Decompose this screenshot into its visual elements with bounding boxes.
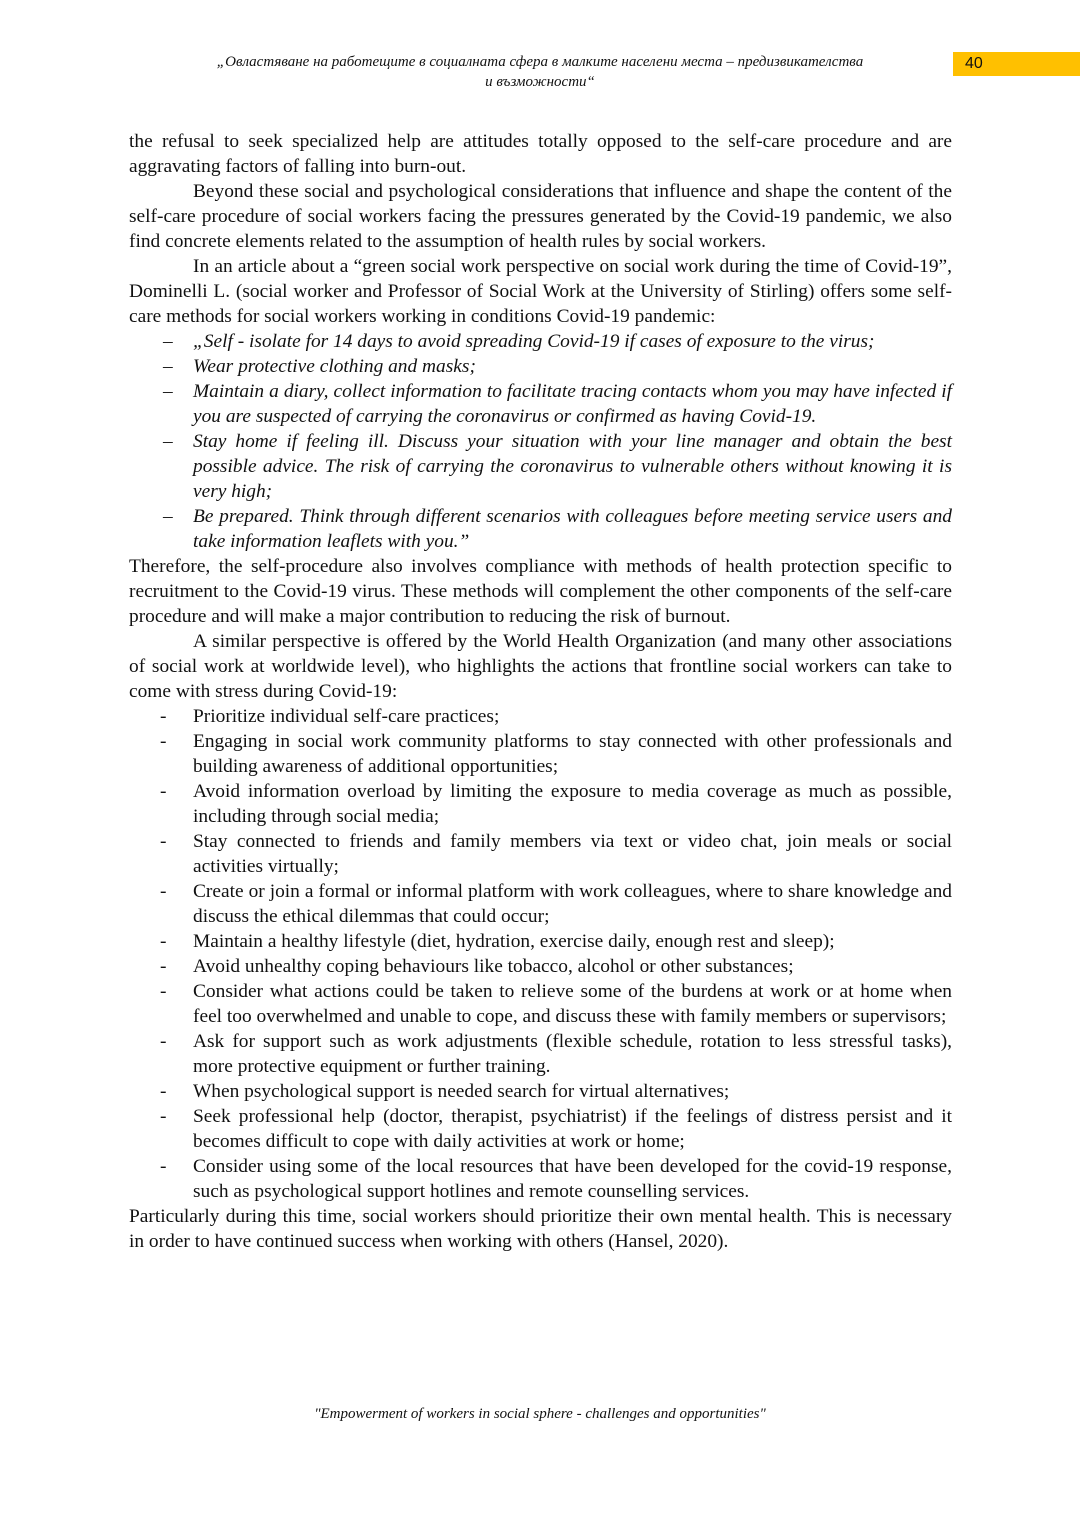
list-item-text: Prioritize individual self-care practices; (193, 706, 500, 727)
list-marker: - (160, 731, 167, 752)
paragraph-1: the refusal to seek specialized help are attitudes totally opposed to the self-care procedure and are aggravating factors of falling into burn-out. (129, 131, 952, 177)
list-item (129, 379, 952, 429)
list-item-text: Avoid information overload by limiting the exposure to media coverage as much as possible, including through social media; (193, 781, 952, 827)
main-text (129, 129, 952, 1254)
paragraph-2: Beyond these social and psychological considerations that influence and shape the content of the self-care procedure of social workers facing the pressures generated by the Covid-19 pandemic, we also find concrete elements related to the assumption of health rules by social workers. (129, 181, 952, 252)
running-header (128, 52, 952, 92)
list-marker: - (160, 931, 167, 952)
list-item-text: Maintain a healthy lifestyle (diet, hydration, exercise daily, enough rest and sleep); (193, 931, 835, 952)
list-marker: – (163, 331, 173, 352)
list-marker: - (160, 956, 167, 977)
list-marker: - (160, 981, 167, 1002)
list-item-text: Engaging in social work community platforms to stay connected with other professionals and building awareness of additional opportunities; (193, 731, 952, 777)
list-item-text: Maintain a diary, collect information to facilitate tracing contacts whom you may have infected if you are suspected of carrying the coronavirus or confirmed as having Covid-19. (193, 381, 952, 427)
list-item (129, 704, 952, 729)
list-item (129, 1154, 952, 1204)
header-title-line-1: „Овластяване на работещите в социалната сфера в малките населени места – предизвикателства (216, 54, 864, 70)
list-item-text: Wear protective clothing and masks; (193, 356, 476, 377)
list-marker: - (160, 781, 167, 802)
running-footer: "Empowerment of workers in social sphere - challenges and opportunities" (314, 1406, 766, 1422)
list-item-text: Ask for support such as work adjustments (flexible schedule, rotation to less stressful tasks), more protective equipment or further training. (193, 1031, 952, 1077)
paragraph-5: A similar perspective is offered by the World Health Organization (and many other associations of social work at worldwide level), who highlights the actions that frontline social workers can take to come with stress during Covid-19: (129, 631, 952, 702)
list-item (129, 729, 952, 779)
list-marker: – (163, 356, 173, 377)
list-item (129, 1104, 952, 1154)
list-item-text: Stay connected to friends and family members via text or video chat, join meals or social activities virtually; (193, 831, 952, 877)
list-item (129, 954, 952, 979)
list-item-text: „Self - isolate for 14 days to avoid spreading Covid-19 if cases of exposure to the virus; (193, 331, 875, 352)
paragraph-6: Particularly during this time, social workers should prioritize their own mental health. This is necessary in order to have continued success when working with others (Hansel, 2020). (129, 1206, 952, 1252)
page-number-badge: 40 (953, 52, 1080, 76)
list-item-text: Consider what actions could be taken to relieve some of the burdens at work or at home when feel too overwhelmed and unable to cope, and discuss these with family members or supervisors; (193, 981, 952, 1027)
list-item-text: Create or join a formal or informal platform with work colleagues, where to share knowledge and discuss the ethical dilemmas that could occur; (193, 881, 952, 927)
header-title-line-2: и възможности“ (485, 74, 595, 90)
list-item (129, 504, 952, 554)
list-item (129, 779, 952, 829)
list-item (129, 979, 952, 1029)
list-item (129, 1029, 952, 1079)
list-marker: - (160, 1081, 167, 1102)
list-marker: - (160, 831, 167, 852)
list-item-text: Avoid unhealthy coping behaviours like tobacco, alcohol or other substances; (193, 956, 794, 977)
list-item-text: Stay home if feeling ill. Discuss your situation with your line manager and obtain the best possible advice. The risk of carrying the coronavirus to vulnerable others without knowing it is very high; (193, 431, 952, 502)
list-marker: – (163, 431, 173, 452)
list-item-text: Seek professional help (doctor, therapist, psychiatrist) if the feelings of distress persist and it becomes difficult to cope with daily activities at work or home; (193, 1106, 952, 1152)
list-marker: – (163, 381, 173, 402)
list-item (129, 329, 952, 354)
list-marker: - (160, 1031, 167, 1052)
paragraph-4: Therefore, the self-procedure also involves compliance with methods of health protection specific to recruitment to the Covid-19 virus. These methods will complement the other components of the self-care procedure and will make a major contribution to reducing the risk of burnout. (129, 556, 952, 627)
list-marker: – (163, 506, 173, 527)
list-item-text: When psychological support is needed search for virtual alternatives; (193, 1081, 730, 1102)
who-actions-list (129, 704, 952, 1204)
list-marker: - (160, 706, 167, 727)
list-item (129, 829, 952, 879)
list-item (129, 929, 952, 954)
list-marker: - (160, 881, 167, 902)
list-item-text: Consider using some of the local resources that have been developed for the covid-19 response, such as psychological support hotlines and remote counselling services. (193, 1156, 952, 1202)
list-item (129, 1079, 952, 1104)
list-marker: - (160, 1156, 167, 1177)
paragraph-3: In an article about a “green social work perspective on social work during the time of Covid-19”, Dominelli L. (social worker and Professor of Social Work at the University of Stirling) offers some self-care methods for social workers working in conditions Covid-19 pandemic: (129, 256, 952, 327)
list-item (129, 429, 952, 504)
list-marker: - (160, 1106, 167, 1127)
list-item (129, 879, 952, 929)
list-item-text: Be prepared. Think through different scenarios with colleagues before meeting service users and take information leaflets with you.” (193, 506, 952, 552)
list-item (129, 354, 952, 379)
dominelli-methods-list (129, 329, 952, 554)
